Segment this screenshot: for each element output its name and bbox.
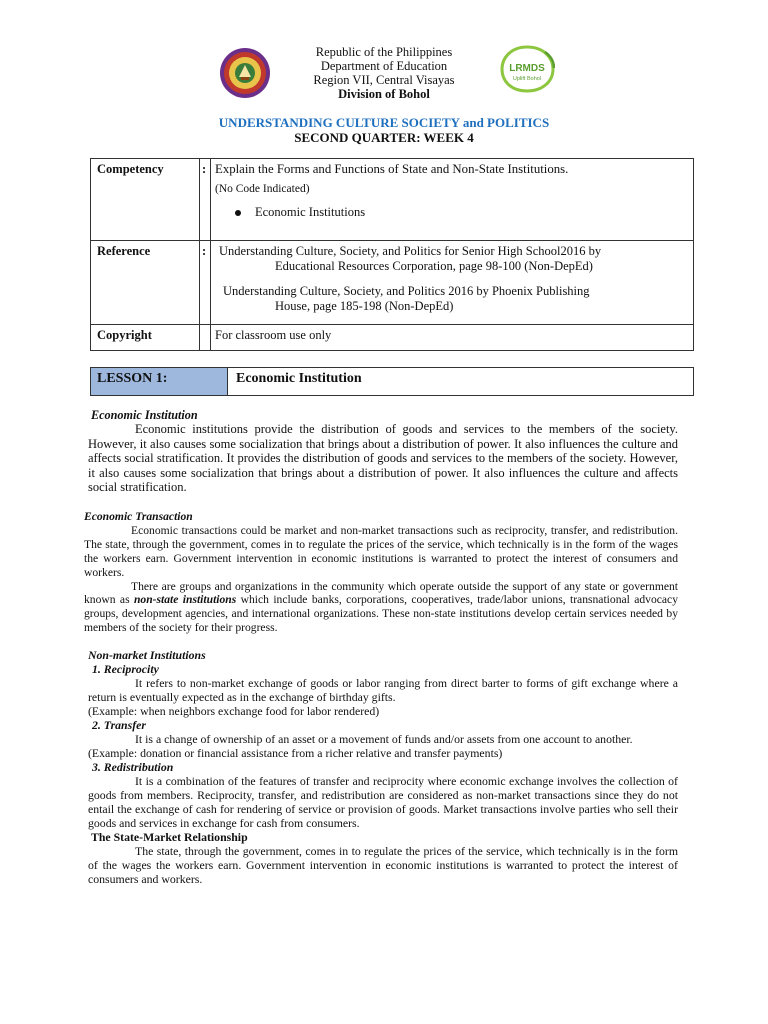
competency-code: (No Code Indicated) [215, 183, 310, 195]
competency-bullet-item [235, 205, 687, 220]
reference-1-line-2: Educational Resources Corporation, page 98-100 (Non-DepEd) [275, 259, 593, 273]
reference-2-line-2: House, page 185-198 (Non-DepEd) [275, 299, 454, 313]
document-subtitle: SECOND QUARTER: WEEK 4 [294, 130, 474, 145]
competency-text: Explain the Forms and Functions of State and Non-State Institutions. [215, 162, 569, 176]
section-economic-transaction [84, 510, 678, 635]
document-title: UNDERSTANDING CULTURE SOCIETY and POLITICS [218, 115, 550, 130]
copyright-row [91, 325, 694, 351]
competency-value [211, 159, 694, 241]
reference-colon: : [200, 241, 211, 325]
competency-table [90, 158, 694, 351]
redistribution-heading: 3. Redistribution [92, 760, 174, 774]
state-market-heading: The State-Market Relationship [91, 830, 248, 844]
reference-2-line-1: Understanding Culture, Society, and Politics 2016 by Phoenix Publishing [223, 284, 590, 298]
deped-seal-icon [219, 47, 271, 99]
reference-value [211, 241, 694, 325]
competency-bullet-text: Economic Institutions [255, 205, 366, 219]
economic-institution-heading: Economic Institution [91, 408, 198, 422]
non-state-text-before: There are groups and organizations in the community which operate outside the support of any state or government known as [84, 579, 678, 607]
header-institution [270, 45, 498, 101]
state-market-paragraph: The state, through the government, comes in to regulate the prices of the service, which technically is in the form of the wages the workers earn. Government intervention in economic institutions is warranted to protect the interest of consumers and workers. [88, 844, 678, 886]
transfer-example: (Example: donation or financial assistance from a richer relative and transfer payments) [88, 746, 503, 760]
lrmds-logo-subtext: Uplift Bohol [512, 76, 542, 82]
non-market-heading: Non-market Institutions [88, 648, 206, 662]
economic-transaction-heading: Economic Transaction [84, 510, 193, 523]
economic-transaction-paragraph: Economic transactions could be market and non-market transactions such as reciprocity, transfer, and redistribution. The state, through the government, comes in to regulate the prices of the service, which technically is in the form of the wages the workers earn. Government intervention in economic institutions is warranted to protect the interest of consumers and workers. [84, 523, 678, 579]
transfer-heading: 2. Transfer [92, 718, 146, 732]
non-state-text-after: which include banks, corporations, cooperatives, trade/labor unions, transnational advocacy groups, development agencies, and international organizations. These non-state institutions develop certain services needed by members of the society for their progress. [84, 593, 678, 635]
bullet-icon [235, 210, 241, 216]
reciprocity-heading: 1. Reciprocity [92, 662, 159, 676]
non-state-term: non-state institutions [133, 593, 237, 607]
competency-label: Competency [91, 159, 200, 241]
lesson-title: Economic Institution [236, 371, 362, 386]
header-line-region: Region VII, Central Visayas [313, 73, 455, 87]
reference-1-line-1: Understanding Culture, Society, and Politics for Senior High School2016 by [219, 244, 602, 258]
competency-colon: : [200, 159, 211, 241]
transfer-paragraph: It is a change of ownership of an asset or a movement of funds and/or assets from one account to another. [135, 732, 633, 746]
reciprocity-paragraph: It refers to non-market exchange of goods or labor ranging from direct barter to forms of gift exchange where a return is eventually expected as in the exchange of birthday gifts. [88, 676, 678, 704]
header-line-republic: Republic of the Philippines [315, 45, 453, 59]
reference-label: Reference [91, 241, 200, 325]
redistribution-paragraph: It is a combination of the features of transfer and reciprocity where economic exchange involves the collection of goods from members. Reciprocity, transfer, and redistribution are considered as non-market transactions since they do not entail the exchange of cash for rendering of service or provision of goods. Market transactions involve parties who sell their goods and services in exchange for cash from consumers. [88, 774, 678, 830]
non-state-paragraph [84, 580, 678, 636]
copyright-colon [200, 325, 211, 351]
reference-row [91, 241, 694, 325]
copyright-value: For classroom use only [211, 325, 694, 351]
lesson-header [90, 367, 694, 396]
copyright-label: Copyright [91, 325, 200, 351]
reciprocity-example: (Example: when neighbors exchange food for labor rendered) [88, 704, 380, 718]
header-line-division: Division of Bohol [338, 87, 430, 101]
section-non-market-institutions [88, 648, 678, 886]
competency-row [91, 159, 694, 241]
economic-institution-paragraph: Economic institutions provide the distribution of goods and services to the members of the society. However, it also causes some socialization that brings about a distribution of power. It also influences the culture and affects social stratification. It provides the distribution of goods and services to the members of the society. However, it also causes some socialization that brings about a distribution of power. It also influences the culture and affects social stratification. [88, 422, 678, 495]
lrmds-logo-text: LRMDS [509, 63, 545, 74]
lrmds-logo-icon [499, 44, 555, 94]
header-line-department: Department of Education [320, 59, 448, 73]
section-economic-institution [88, 408, 678, 495]
lesson-label: LESSON 1: [91, 368, 228, 395]
